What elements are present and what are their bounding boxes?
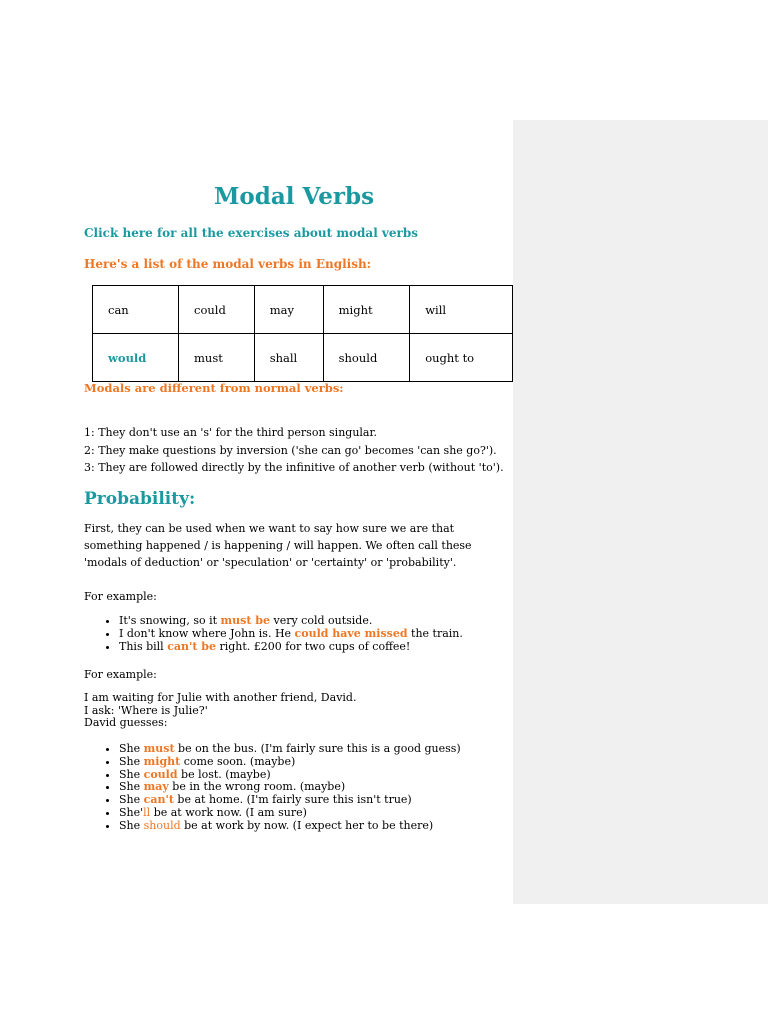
scenario-line: I ask: 'Where is Julie?' — [84, 703, 208, 717]
rule-item: 2: They make questions by inversion ('she can go' becomes 'can she go?'). — [84, 443, 497, 457]
rule-item: 3: They are followed directly by the infinitive of another verb (without 'to'). — [84, 461, 504, 474]
example-text: right. £200 for two cups of coffee! — [215, 639, 411, 653]
example-text: very cold outside. — [269, 614, 373, 627]
table-cell-would-link[interactable]: would — [93, 334, 179, 382]
modal-highlight: must be — [220, 614, 270, 627]
example-text: be at home. (I'm fairly sure this isn't true) — [173, 793, 412, 807]
example-text: be on the bus. (I'm fairly sure this is a good guess) — [174, 742, 461, 755]
julie-scenario — [84, 692, 494, 730]
example-text: She — [119, 754, 144, 768]
probability-intro: First, they can be used when we want to say how sure we are that something happened / is happening / will happen. We often call these 'modals of deduction' or 'speculation' or 'certainty' or 'probability'. — [84, 522, 472, 569]
rules-list — [84, 424, 504, 477]
modal-highlight: must — [143, 742, 175, 755]
differences-heading: Modals are different from normal verbs: — [84, 381, 344, 395]
table-cell: can — [93, 286, 179, 334]
scenario-line: I am waiting for Julie with another friend, David. — [84, 691, 357, 704]
example-text: She — [119, 742, 144, 755]
table-cell: should — [323, 334, 410, 382]
rule-item: 1: They don't use an 's' for the third person singular. — [84, 426, 378, 439]
modal-highlight: ll — [143, 805, 151, 819]
example-text: I don't know where John is. He — [119, 626, 295, 640]
table-row — [93, 334, 513, 382]
modal-highlight: can't — [143, 793, 174, 807]
example-text: She — [119, 793, 144, 807]
example-text: come soon. (maybe) — [180, 754, 296, 768]
example-text: be in the wrong room. (maybe) — [168, 780, 346, 794]
comment-pane — [513, 120, 768, 904]
example-text: the train. — [407, 626, 463, 640]
for-example-label: For example: — [84, 668, 157, 681]
example-text: She' — [119, 805, 144, 819]
example-text: be at work now. (I am sure) — [150, 805, 307, 819]
for-example-label: For example: — [84, 590, 157, 603]
modal-highlight: should — [143, 818, 181, 832]
example-text: She — [119, 780, 144, 794]
table-cell: shall — [254, 334, 323, 382]
modal-highlight: may — [143, 780, 169, 794]
example-text: She — [119, 767, 144, 781]
example-text: be lost. (maybe) — [177, 767, 271, 781]
modal-highlight: could — [143, 767, 178, 781]
modal-highlight: could have missed — [294, 626, 408, 640]
modal-highlight: might — [143, 754, 181, 768]
modal-list-heading: Here's a list of the modal verbs in English: — [84, 257, 372, 271]
table-cell: could — [179, 286, 255, 334]
example-text: be at work by now. (I expect her to be there) — [180, 818, 434, 832]
exercises-link[interactable]: Click here for all the exercises about modal verbs — [84, 226, 419, 240]
modal-highlight: can't be — [167, 639, 216, 653]
examples-list-2 — [84, 743, 461, 833]
example-text: It's snowing, so it — [119, 614, 221, 627]
example-text: She — [119, 818, 144, 832]
table-cell: will — [410, 286, 513, 334]
example-text: This bill — [119, 639, 168, 653]
table-cell: may — [254, 286, 323, 334]
examples-list-1 — [84, 615, 463, 653]
modal-verbs-table — [92, 285, 513, 382]
table-cell: might — [323, 286, 410, 334]
list-item — [119, 820, 461, 833]
table-row — [93, 286, 513, 334]
table-cell: ought to — [410, 334, 513, 382]
page-title: Modal Verbs — [213, 183, 375, 210]
list-item — [119, 641, 463, 654]
probability-heading: Probability: — [84, 489, 196, 509]
table-cell: must — [179, 334, 255, 382]
scenario-line: David guesses: — [84, 716, 168, 729]
